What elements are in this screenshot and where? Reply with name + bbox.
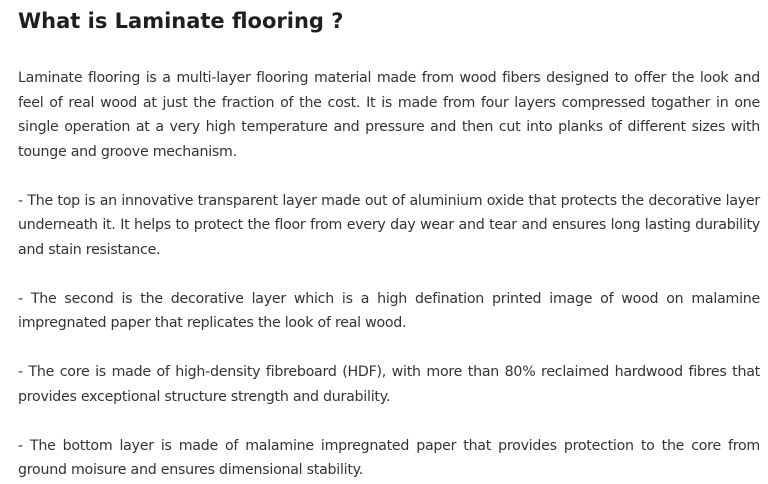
intro-paragraph: Laminate flooring is a multi-layer flooring material made from wood fibers designed to offer the look and feel of real wood at just the fraction of the cost. It is made from four layers compressed togather in one single operation at a very high temperature and pressure and then cut into planks of different sizes with tounge and groove mechanism. [18, 70, 760, 160]
bottom-layer-paragraph: - The bottom layer is made of malamine impregnated paper that provides protection to the core from ground moisure and ensures dimensional stability. [18, 437, 760, 478]
core-layer-paragraph: - The core is made of high-density fibreboard (HDF), with more than 80% reclaimed hardwood fibres that provides exceptional structure strength and durability. [18, 364, 760, 405]
decorative-layer-paragraph: - The second is the decorative layer which is a high defination printed image of wood on malamine impregnated paper that replicates the look of real wood. [18, 290, 760, 331]
top-layer-paragraph: - The top is an innovative transparent layer made out of aluminium oxide that protects the decorative layer underneath it. It helps to protect the floor from every day wear and tear and ensures long lasting durability and stain resistance. [18, 192, 760, 258]
article-title: What is Laminate flooring ? [18, 9, 344, 33]
